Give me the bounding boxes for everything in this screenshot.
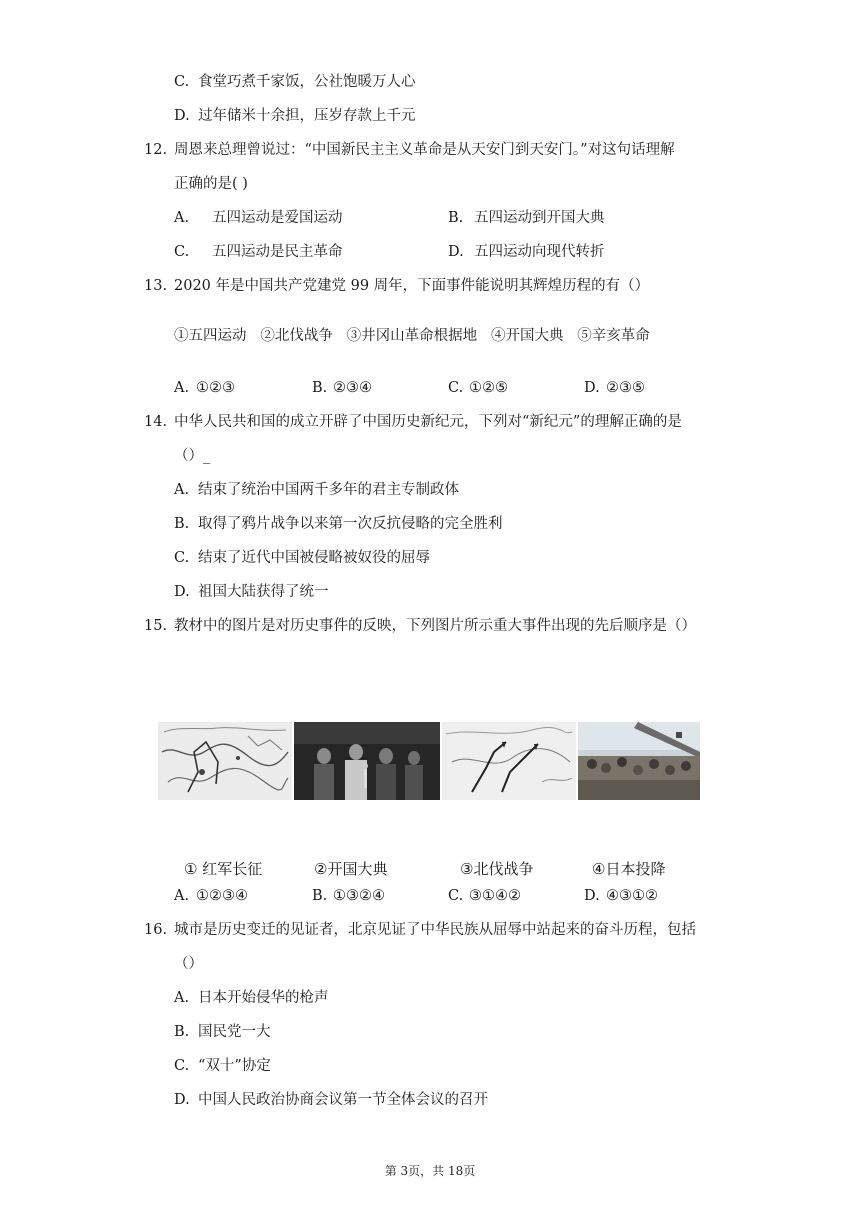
option-text: 五四运动是民主革命: [212, 244, 343, 260]
question-number: 16.: [144, 922, 168, 938]
option-letter: B.: [174, 1024, 190, 1040]
option-letter: A.: [174, 990, 190, 1006]
option-letter: C.: [448, 888, 464, 904]
option-text: 取得了鸦片战争以来第一次反抗侵略的完全胜利: [198, 516, 503, 532]
question-text: （）_: [174, 448, 211, 464]
option-text: 日本开始侵华的枪声: [198, 990, 329, 1006]
image-caption-1: ① 红军长征: [184, 860, 263, 878]
option-letter: C.: [174, 550, 190, 566]
option-letter: D.: [174, 1092, 190, 1108]
option-text: 结束了近代中国被侵略被奴役的屈辱: [198, 550, 430, 566]
option-letter: B.: [312, 888, 328, 904]
question-number: 13.: [144, 278, 168, 294]
option-text: ①②③④: [196, 888, 248, 904]
option-letter: D.: [174, 108, 190, 124]
option-letter: C.: [174, 1058, 190, 1074]
option-text: ①③②④: [333, 888, 385, 904]
option-letter: D.: [584, 888, 600, 904]
option-letter: A.: [174, 380, 190, 396]
option-text: ③①④②: [469, 888, 521, 904]
question-text: 正确的是( ): [174, 176, 248, 192]
option-text: 中国人民政治协商会议第一节全体会议的召开: [198, 1092, 488, 1108]
option-text: “双十”协定: [198, 1058, 271, 1074]
japan-surrender-photo: [578, 722, 700, 800]
option-text: ①②③: [196, 380, 235, 396]
image-caption-4: ④日本投降: [592, 860, 666, 878]
option-text: 国民党一大: [198, 1024, 271, 1040]
history-images: [158, 722, 700, 800]
option-text: 五四运动是爱国运动: [212, 210, 343, 226]
option-text: ②③⑤: [606, 380, 645, 396]
question-number: 12.: [144, 142, 168, 158]
option-text: 过年储米十余担，压岁存款上千元: [198, 108, 416, 124]
question-items: ①五四运动 ②北伐战争 ③井冈山革命根据地 ④开国大典 ⑤辛亥革命: [174, 328, 650, 344]
option-letter: A.: [174, 482, 190, 498]
northern-expedition-map-image: [442, 722, 576, 800]
question-text: 2020 年是中国共产党建党 99 周年，下面事件能说明其辉煌历程的有（）: [174, 278, 650, 294]
question-text: 教材中的图片是对历史事件的反映，下列图片所示重大事件出现的先后顺序是（）: [174, 618, 696, 634]
option-letter: C.: [174, 244, 190, 260]
question-text: （）: [174, 956, 203, 972]
option-text: 五四运动向现代转折: [474, 244, 605, 260]
option-letter: B.: [448, 210, 464, 226]
question-number: 14.: [144, 414, 168, 430]
option-letter: B.: [312, 380, 328, 396]
long-march-map-image: [158, 722, 292, 800]
question-text: 周恩来总理曾说过：“中国新民主主义革命是从天安门到天安门。”对这句话理解: [174, 142, 675, 158]
page-footer: 第 3页，共 18页: [384, 1164, 476, 1178]
option-text: ④③①②: [606, 888, 658, 904]
image-caption-3: ③北伐战争: [460, 860, 534, 878]
option-letter: D.: [448, 244, 464, 260]
option-letter: D.: [584, 380, 600, 396]
option-text: 祖国大陆获得了统一: [198, 584, 329, 600]
option-letter: A.: [174, 888, 190, 904]
image-caption-2: ②开国大典: [314, 860, 388, 878]
option-letter: C.: [448, 380, 464, 396]
option-letter: D.: [174, 584, 190, 600]
option-text: 五四运动到开国大典: [474, 210, 605, 226]
question-text: 城市是历史变迁的见证者，北京见证了中华民族从屈辱中站起来的奋斗历程，包括: [174, 922, 696, 938]
question-text: 中华人民共和国的成立开辟了中国历史新纪元，下列对“新纪元”的理解正确的是: [174, 414, 682, 430]
option-letter: A.: [174, 210, 190, 226]
option-text: 食堂巧煮千家饭，公社饱暖万人心: [198, 74, 416, 90]
option-text: ②③④: [333, 380, 372, 396]
option-letter: B.: [174, 516, 190, 532]
founding-ceremony-photo: [294, 722, 440, 800]
question-number: 15.: [144, 618, 168, 634]
option-text: 结束了统治中国两千多年的君主专制政体: [198, 482, 459, 498]
option-letter: C.: [174, 74, 190, 90]
option-text: ①②⑤: [469, 380, 508, 396]
